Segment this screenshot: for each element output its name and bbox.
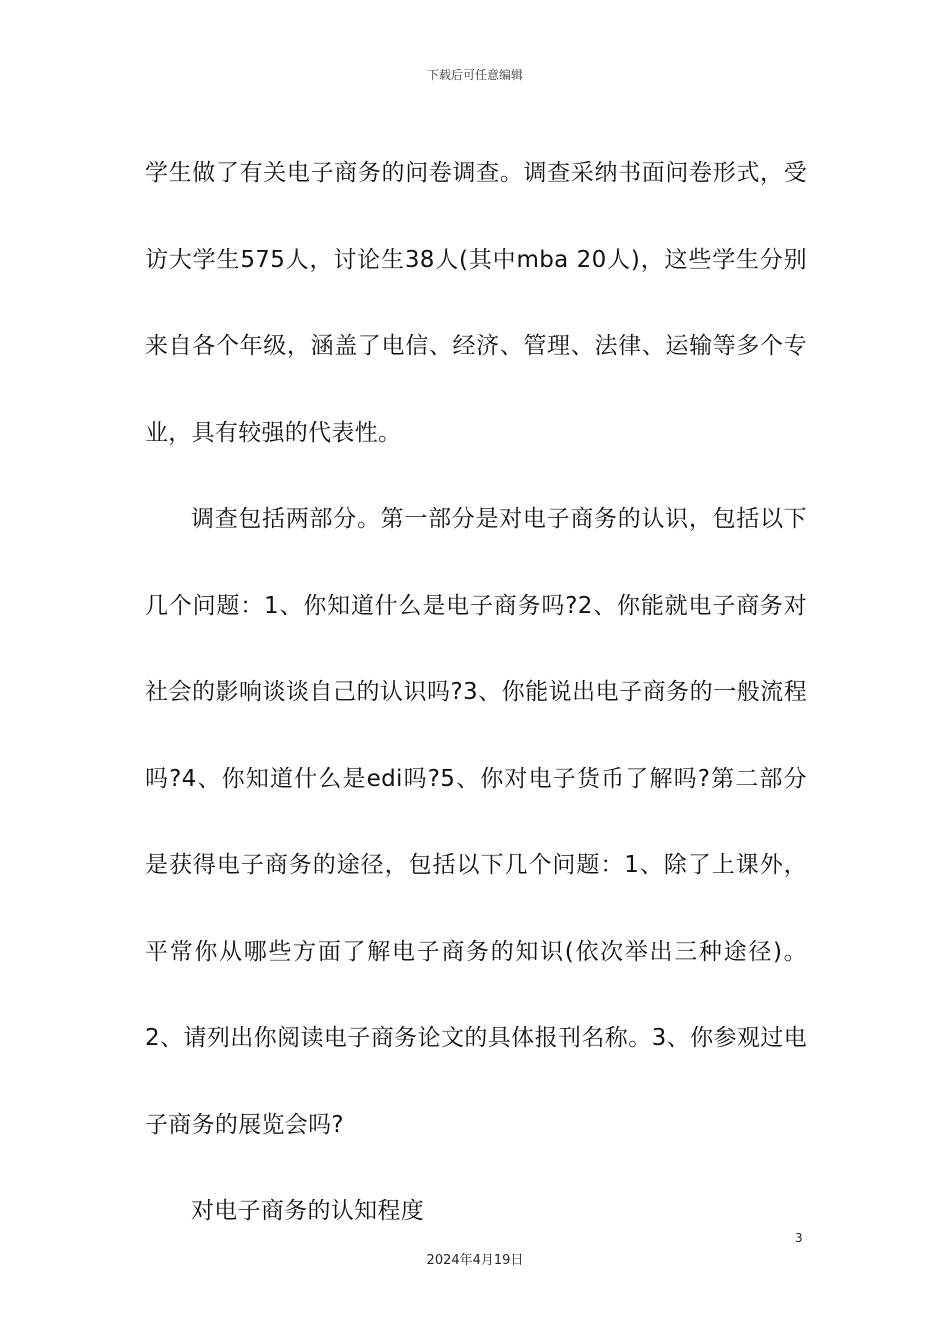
section-heading-awareness: 对电子商务的认知程度 bbox=[191, 1198, 424, 1224]
page-number: 3 bbox=[795, 1231, 803, 1245]
footer-date: 2024年4月19日 bbox=[426, 1253, 524, 1268]
paragraph-survey-content: 调查包括两部分。第一部分是对电子商务的认识，包括以下几个问题：1、你知道什么是电子商务吗?2、你能就电子商务对社会的影响谈谈自己的认识吗?3、你能说出电子商务的一般流程吗?4、你知道什么是edi吗?5、你对电子货币了解吗?第二部分是获得电子商务的途径，包括以下几个问题：1、除了上课外，平常你从哪些方面了解电子商务的知识(依次举出三种途径)。2、请列出你阅读电子商务论文的具体报刊名称。3、你参观过电子商务的展览会吗? bbox=[145, 506, 807, 1138]
header-note: 下载后可任意编辑 bbox=[426, 68, 523, 82]
body-text bbox=[145, 130, 807, 1255]
paragraph-survey-intro: 学生做了有关电子商务的问卷调查。调查采纳书面问卷形式，受访大学生575人，讨论生38人(其中mba 20人)，这些学生分别来自各个年级，涵盖了电信、经济、管理、法律、运输等多个专业，具有较强的代表性。 bbox=[145, 160, 807, 446]
